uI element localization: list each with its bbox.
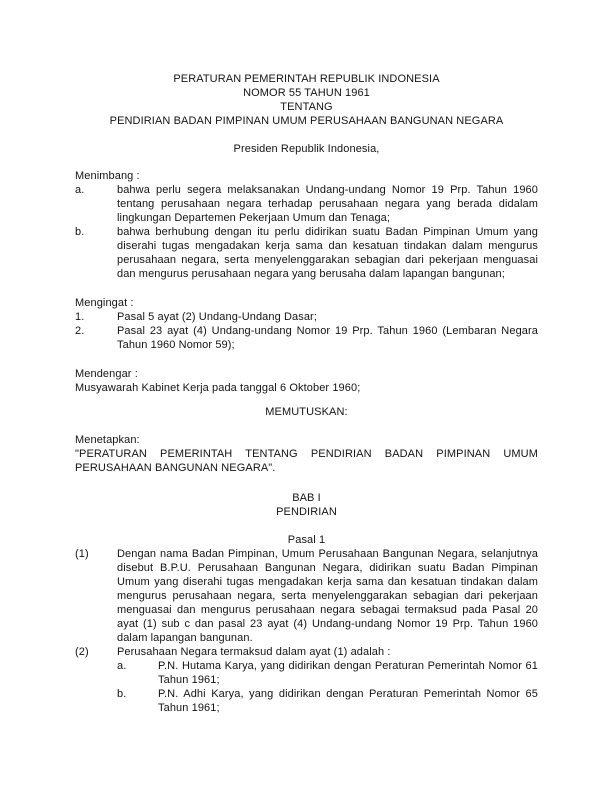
sublist-item-a [117, 659, 538, 687]
section-menimbang [75, 169, 538, 281]
pasal-item-2 [75, 645, 538, 715]
menetapkan-heading: Menetapkan: [75, 434, 140, 446]
menetapkan-body: "PERATURAN PEMERINTAH TENTANG PENDIRIAN BADAN PIMPINAN UMUM PERUSAHAAN BANGUNAN NEGARA". [75, 448, 538, 474]
pasal-item-1 [75, 547, 538, 645]
title-line-2: NOMOR 55 TAHUN 1961 [243, 87, 370, 99]
menimbang-heading: Menimbang : [75, 170, 140, 182]
title-line-1: PERATURAN PEMERINTAH REPUBLIK INDONESIA [173, 73, 440, 85]
list-item-text: P.N. Hutama Karya, yang didirikan dengan Peraturan Pemerintah Nomor 61 Tahun 1961; [158, 660, 538, 686]
bab-title: PENDIRIAN [276, 506, 337, 518]
list-item-text: bahwa perlu segera melaksanakan Undang-undang Nomor 19 Prp. Tahun 1960 tentang perusahaan negara terhadap perusahaan negara yang berada didalam lingkungan Departemen Pekerjaan Umum dan Tenaga; [117, 184, 538, 224]
mendengar-heading: Mendengar : [75, 368, 138, 380]
title-line-4: PENDIRIAN BADAN PIMPINAN UMUM PERUSAHAAN BANGUNAN NEGARA [109, 115, 504, 127]
pasal-heading: Pasal 1 [287, 534, 326, 546]
list-item-text: Pasal 23 ayat (4) Undang-undang Nomor 19 Prp. Tahun 1960 (Lembaran Negara Tahun 1960 Nomor 59); [117, 325, 538, 351]
section-mendengar [75, 367, 538, 395]
list-item-text: Pasal 5 ayat (2) Undang-Undang Dasar; [117, 311, 317, 323]
sublist-item-b [117, 687, 538, 715]
mengingat-item-2 [75, 324, 538, 352]
list-item-label: a. [117, 660, 127, 672]
bab-heading-block [75, 491, 538, 519]
list-item-text: bahwa berhubung dengan itu perlu didirikan suatu Badan Pimpinan Umum yang diserahi tugas mengadakan kerja sama dan kesatuan tindakan dalam mengurus perusahaan negara, serta menyelenggarakan sebagian dari pekerjaan menguasai dan mengurus perusahaan negara yang berusaha dalam lapangan bangunan; [117, 226, 538, 280]
salutation: Presiden Republik Indonesia, [233, 143, 380, 155]
pasal-body [75, 547, 538, 715]
list-item-label: 1. [75, 311, 85, 323]
list-item-label: b. [117, 688, 127, 700]
section-menetapkan [75, 433, 538, 475]
document-title-block [75, 72, 538, 128]
list-item-label: 2. [75, 325, 85, 337]
memutuskan-heading: MEMUTUSKAN: [265, 406, 348, 418]
list-item-text: Dengan nama Badan Pimpinan, Umum Perusahaan Bangunan Negara, selanjutnya disebut B.P.U. Perusahaan Bangunan Negara, didirikan suatu Badan Pimpinan Umum yang diserahi tugas mengadakan kerja sama dan kesatuan tindakan dalam mengurus perusahaan negara, serta menyelenggarakan sebagian dari pekerjaan menguasai dan mengurus perusahaan negara sebagai termaksud pada Pasal 20 ayat (1) sub c dan pasal 23 ayat (4) Undang-undang Nomor 19 Prp. Tahun 1960 dalam lapangan bangunan. [117, 548, 538, 644]
bab-number: BAB I [292, 492, 321, 504]
list-item-label: (2) [75, 646, 89, 658]
mengingat-heading: Mengingat : [75, 297, 134, 309]
menimbang-item-a [75, 183, 538, 225]
list-item-label: b. [75, 226, 85, 238]
mengingat-item-1 [75, 310, 538, 324]
pasal-item-2-sublist [117, 659, 538, 715]
list-item-label: (1) [75, 548, 89, 560]
section-mengingat [75, 296, 538, 352]
mendengar-body: Musyawarah Kabinet Kerja pada tanggal 6 Oktober 1960; [75, 382, 361, 394]
pasal-item-2-content [117, 645, 538, 715]
menimbang-item-b [75, 225, 538, 281]
list-item-label: a. [75, 184, 85, 196]
list-item-text: P.N. Adhi Karya, yang didirikan dengan Peraturan Pemerintah Nomor 65 Tahun 1961; [158, 688, 538, 714]
title-line-3: TENTANG [280, 101, 333, 113]
list-item-text: Perusahaan Negara termaksud dalam ayat (1) adalah : [117, 646, 391, 658]
